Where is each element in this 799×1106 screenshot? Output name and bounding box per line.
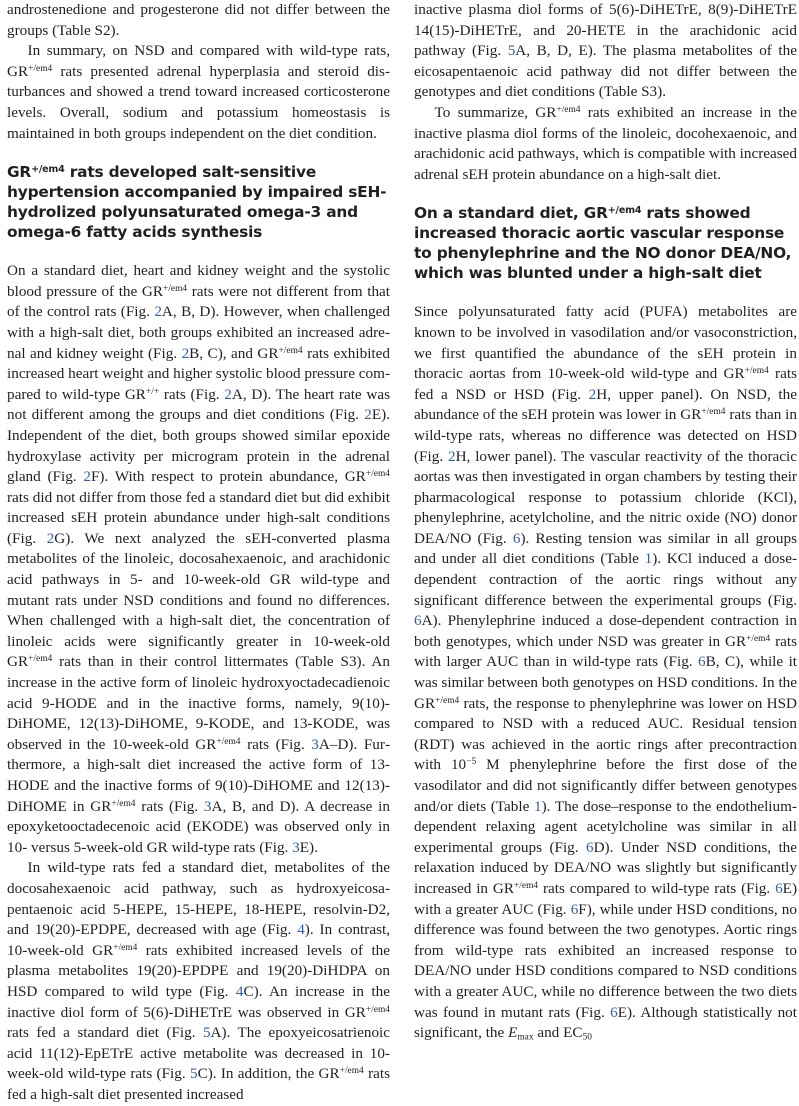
left-column bbox=[7, 0, 390, 1106]
section-heading-vascular-response: On a standard diet, $GR^{+/em4}$ rats showed increased thoracic aortic vascular response to phenylephrine and the NO donor DEA/NO, which was blunted under a high-salt diet bbox=[414, 204, 792, 283]
paragraph-top-left: androstenedione and progesterone did not differ between the groups (Table S2). bbox=[7, 1, 390, 39]
paragraph-summary-right: To summarize, $GR^{+/em4}$ rats exhibited an increase in the inactive plasma diol forms of the linoleic, docohexaenoic, and arachidonic acid pathways, which is compatible with increased adrenal sEH protein abundance on a high-salt diet. bbox=[414, 103, 797, 183]
paragraph-hypertension-results: On a standard diet, heart and kidney weight and the systolic blood pressure of the $GR^{+/em4}$ rats were not different from that of the control rats (Fig. 2A, B, D). However, when challenged with a high-salt diet, both groups exhibited an increased adrenal and kidney weight (Fig. 2B, C), and $GR^{+/em4}$ rats exhibited increased heart weight and higher systolic blood pressure compared to wild-type GR+/+ rats (Fig. 2A, D). The heart rate was not different among the groups and diet conditions (Fig. 2E). Independent of the diet, both groups showed similar epoxide hydroxylase activity per microgram protein in the adrenal gland (Fig. 2F). With respect to protein abundance, $GR^{+/em4}$ rats did not differ from those fed a standard diet but did exhibit increased sEH protein abundance under high-salt conditions (Fig. 2G). We next analyzed the sEH-converted plasma metabolites of the linoleic, docosahexaenoic, and arachidonic acid pathways in 5- and 10-week-old GR wild-type and mutant rats under NSD conditions and found no differences. When challenged with a high-salt diet, the concentration of linoleic acids were significantly greater in 10-week-old $GR^{+/em4}$ rats than in their control littermates (Table S3). An increase in the active form of linoleic hydroxyoctadecadienoic acid 9-HODE and in the inactive forms, namely, 9(10)-DiHOME, 12(13)-DiHOME, 9-KODE, and 13-KODE, was observed in the 10-week-old $GR^{+/em4}$ rats (Fig. 3A–D). Furthermore, a high-salt diet increased the active form of 13-HODE and the inactive forms of 9(10)-DiHOME and 12(13)-DiHOME in $GR^{+/em4}$ rats (Fig. 3A, B, and D). A decrease in epoxyketooctadecenoic acid (EKODE) was observed only in 10- versus 5-week-old GR wild-type rats (Fig. 3E). bbox=[7, 262, 391, 856]
paragraph-top-right: inactive plasma diol forms of 5(6)-DiHETrE, 8(9)-DiHETrE 14(15)-DiHETrE, and 20-HETE in the arachidonic acid pathway (Fig. 5A, B, D, E). The plasma metabolites of the eicosapentaenoic acid pathway did not differ between the genotypes and diet conditions (Table S3). bbox=[414, 1, 797, 101]
section-heading-hypertension: $GR^{+/em4}$ rats developed salt-sensitive hypertension accompanied by impaired sEH-hydrolized polyunsaturated omega-3 and omega-6 fatty acids synthesis bbox=[7, 163, 387, 242]
right-column bbox=[414, 0, 797, 1044]
paragraph-wildtype-metabolites: In wild-type rats fed a standard diet, metabolites of the docosahexaenoic acid pathway, such as hydroxyeicosapentaenoic acid 5-HEPE, 15-HEPE, 18-HEPE, resolvin-D2, and 19(20)-EPDPE, decreased with age (Fig. 4). In contrast, 10-week-old $GR^{+/em4}$ rats exhibited increased levels of the plasma metabolites 19(20)-EPDPE and 19(20)-DiHDPA on HSD compared to wild type (Fig. 4C). An increase in the inactive diol form of 5(6)-DiHETrE was observed in $GR^{+/em4}$ rats fed a standard diet (Fig. 5A). The epoxyeicosatrienoic acid 11(12)-EpETrE active metabolite was decreased in 10-week-old wild-type rats (Fig. 5C). In addition, the $GR^{+/em4}$ rats fed a high-salt diet presented increased bbox=[7, 859, 391, 1103]
paragraph-vascular-reactivity: Since polyunsaturated fatty acid (PUFA) metabolites are known to be involved in vasodilation and/or vasoconstriction, we first quantified the abundance of the sEH protein in thoracic aortas from 10-week-old wild-type and $GR^{+/em4}$ rats fed a NSD or HSD (Fig. 2H, upper panel). On NSD, the abundance of the sEH protein was lower in $GR^{+/em4}$ rats than in wild-type rats, whereas no difference was detected on HSD (Fig. 2H, lower panel). The vascular reactivity of the thoracic aortas was then investigated in organ chambers by testing their pharmacological response to potassium chloride (KCl), phenylephrine, acetylcholine, and the nitric oxide (NO) donor DEA/NO (Fig. 6). Resting tension was similar in all groups and under all diet conditions (Table 1). KCl induced a dose-dependent contraction of the aortic rings without any significant difference between the experimental groups (Fig. 6A). Phenylephrine induced a dose-dependent contraction in both genotypes, which under NSD was greater in $GR^{+/em4}$ rats with larger AUC than in wild-type rats (Fig. 6B, C), while it was similar between both genotypes on HSD conditions. In the $GR^{+/em4}$ rats, the response to phenylephrine was lower on HSD compared to NSD with a reduced AUC. Residual tension (RDT) was achieved in the aortic rings after precontraction with $10^{-5}$ M phenylephrine before the first dose of the vasodilator and did not significantly differ between genotypes and/or diets (Table 1). The dose–response to the endothelium-dependent relaxing agent acetylcholine was similar in all experimental groups (Fig. 6D). Under NSD conditions, the relaxation induced by DEA/NO was slightly but significantly increased in $GR^{+/em4}$ rats compared to wild-type rats (Fig. 6E) with a greater AUC (Fig. 6F), while under HSD conditions, no difference was found between the two genotypes. Aortic rings from wild-type rats exhibited an increased response to DEA/NO under HSD conditions compared to NSD conditions with a greater AUC, while no difference between the two diets was found in mutant rats (Fig. 6E). Although statistically not significant, the $E_{max}$ and $EC_{50}$ bbox=[414, 303, 798, 1043]
paragraph-summary-left: In summary, on NSD and compared with wild-type rats, $GR^{+/em4}$ rats presented adrenal hyperplasia and steroid disturbances and showed a trend toward increased corticosterone levels. Overall, sodium and potassium homeostasis is maintained in both groups independent on the diet condition. bbox=[7, 42, 390, 142]
